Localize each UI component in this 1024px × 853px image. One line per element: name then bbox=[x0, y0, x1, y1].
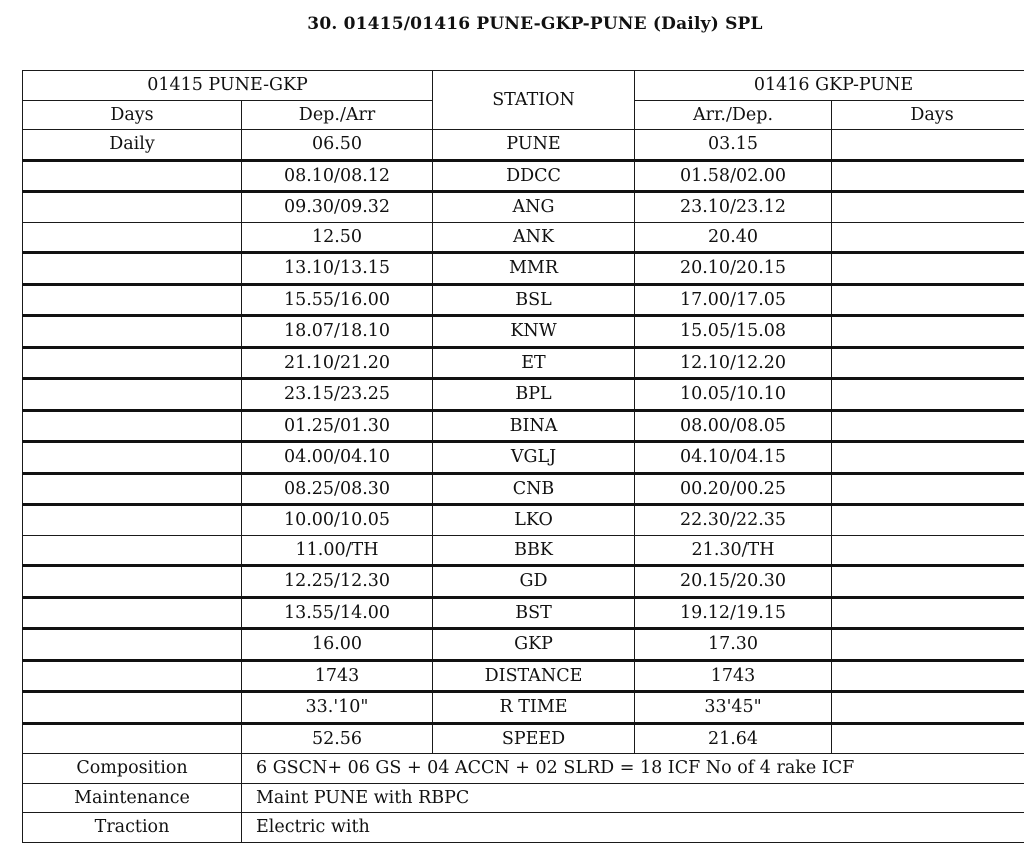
table-row bbox=[23, 692, 1024, 724]
station-cell: BBK bbox=[433, 535, 635, 566]
up-time-cell: 17.30 bbox=[635, 629, 832, 661]
days-up-cell bbox=[832, 347, 1024, 379]
table-row bbox=[23, 192, 1024, 223]
station-cell: ANG bbox=[433, 192, 635, 223]
days-up-cell bbox=[832, 566, 1024, 598]
station-cell: VGLJ bbox=[433, 442, 635, 474]
table-row bbox=[23, 253, 1024, 285]
station-cell: GD bbox=[433, 566, 635, 598]
up-time-cell: 12.10/12.20 bbox=[635, 347, 832, 379]
footer-row bbox=[23, 813, 1024, 843]
days-up-cell bbox=[832, 284, 1024, 316]
days-down-cell bbox=[23, 410, 242, 442]
days-down-cell bbox=[23, 660, 242, 692]
days-up-cell bbox=[832, 442, 1024, 474]
days-down-cell bbox=[23, 316, 242, 348]
down-time-cell: 13.10/13.15 bbox=[242, 253, 433, 285]
station-cell: LKO bbox=[433, 505, 635, 536]
station-cell: DISTANCE bbox=[433, 660, 635, 692]
days-down-cell bbox=[23, 597, 242, 629]
days-up-cell bbox=[832, 160, 1024, 192]
days-down-cell bbox=[23, 222, 242, 253]
days-down-cell bbox=[23, 442, 242, 474]
table-row bbox=[23, 442, 1024, 474]
up-time-cell: 21.30/TH bbox=[635, 535, 832, 566]
days-up-cell bbox=[832, 692, 1024, 724]
table-row bbox=[23, 473, 1024, 505]
down-time-cell: 06.50 bbox=[242, 130, 433, 161]
up-time-cell: 03.15 bbox=[635, 130, 832, 161]
days-up-cell bbox=[832, 629, 1024, 661]
table-row bbox=[23, 566, 1024, 598]
days-down-cell: Daily bbox=[23, 130, 242, 161]
days-down-header: Days bbox=[23, 100, 242, 130]
days-down-cell bbox=[23, 253, 242, 285]
table-row bbox=[23, 629, 1024, 661]
down-time-cell: 52.56 bbox=[242, 723, 433, 754]
table-row bbox=[23, 160, 1024, 192]
up-time-cell: 20.10/20.15 bbox=[635, 253, 832, 285]
down-time-cell: 11.00/TH bbox=[242, 535, 433, 566]
days-up-cell bbox=[832, 222, 1024, 253]
up-time-cell: 00.20/00.25 bbox=[635, 473, 832, 505]
train-up-header: 01416 GKP-PUNE bbox=[635, 71, 1024, 101]
station-cell: ANK bbox=[433, 222, 635, 253]
days-down-cell bbox=[23, 473, 242, 505]
station-header: STATION bbox=[433, 71, 635, 130]
dep-arr-header: Dep./Arr bbox=[242, 100, 433, 130]
footer-label: Maintenance bbox=[23, 783, 242, 813]
station-cell: ET bbox=[433, 347, 635, 379]
up-time-cell: 33'45" bbox=[635, 692, 832, 724]
table-row bbox=[23, 316, 1024, 348]
station-cell: CNB bbox=[433, 473, 635, 505]
days-up-cell bbox=[832, 192, 1024, 223]
down-time-cell: 10.00/10.05 bbox=[242, 505, 433, 536]
days-down-cell bbox=[23, 284, 242, 316]
up-time-cell: 23.10/23.12 bbox=[635, 192, 832, 223]
days-up-header: Days bbox=[832, 100, 1024, 130]
footer-value: 6 GSCN+ 06 GS + 04 ACCN + 02 SLRD = 18 ICF No of 4 rake ICF bbox=[242, 754, 1024, 784]
table-row bbox=[23, 535, 1024, 566]
footer-value: Electric with bbox=[242, 813, 1024, 843]
footer-value: Maint PUNE with RBPC bbox=[242, 783, 1024, 813]
table-row bbox=[23, 284, 1024, 316]
station-cell: MMR bbox=[433, 253, 635, 285]
up-time-cell: 19.12/19.15 bbox=[635, 597, 832, 629]
station-cell: BPL bbox=[433, 379, 635, 411]
footer-row bbox=[23, 783, 1024, 813]
up-time-cell: 1743 bbox=[635, 660, 832, 692]
days-down-cell bbox=[23, 347, 242, 379]
timetable bbox=[22, 70, 1024, 843]
down-time-cell: 33.'10" bbox=[242, 692, 433, 724]
days-up-cell bbox=[832, 253, 1024, 285]
days-down-cell bbox=[23, 566, 242, 598]
days-up-cell bbox=[832, 505, 1024, 536]
footer-row bbox=[23, 754, 1024, 784]
days-up-cell bbox=[832, 130, 1024, 161]
days-up-cell bbox=[832, 660, 1024, 692]
days-down-cell bbox=[23, 160, 242, 192]
table-row bbox=[23, 505, 1024, 536]
up-time-cell: 01.58/02.00 bbox=[635, 160, 832, 192]
station-cell: BINA bbox=[433, 410, 635, 442]
down-time-cell: 21.10/21.20 bbox=[242, 347, 433, 379]
up-time-cell: 20.15/20.30 bbox=[635, 566, 832, 598]
down-time-cell: 09.30/09.32 bbox=[242, 192, 433, 223]
table-row bbox=[23, 130, 1024, 161]
down-time-cell: 15.55/16.00 bbox=[242, 284, 433, 316]
down-time-cell: 12.50 bbox=[242, 222, 433, 253]
station-cell: BST bbox=[433, 597, 635, 629]
table-row bbox=[23, 222, 1024, 253]
table-row bbox=[23, 410, 1024, 442]
days-up-cell bbox=[832, 316, 1024, 348]
page-title: 30. 01415/01416 PUNE-GKP-PUNE (Daily) SPL bbox=[307, 14, 763, 34]
down-time-cell: 12.25/12.30 bbox=[242, 566, 433, 598]
table-row bbox=[23, 723, 1024, 754]
days-down-cell bbox=[23, 379, 242, 411]
days-down-cell bbox=[23, 192, 242, 223]
table-row bbox=[23, 660, 1024, 692]
days-down-cell bbox=[23, 692, 242, 724]
up-time-cell: 08.00/08.05 bbox=[635, 410, 832, 442]
down-time-cell: 18.07/18.10 bbox=[242, 316, 433, 348]
footer-label: Composition bbox=[23, 754, 242, 784]
table-row bbox=[23, 347, 1024, 379]
header-row-1 bbox=[23, 71, 1024, 101]
table-row bbox=[23, 597, 1024, 629]
days-up-cell bbox=[832, 723, 1024, 754]
days-down-cell bbox=[23, 723, 242, 754]
table-row bbox=[23, 379, 1024, 411]
up-time-cell: 21.64 bbox=[635, 723, 832, 754]
down-time-cell: 08.10/08.12 bbox=[242, 160, 433, 192]
down-time-cell: 16.00 bbox=[242, 629, 433, 661]
down-time-cell: 01.25/01.30 bbox=[242, 410, 433, 442]
station-cell: R TIME bbox=[433, 692, 635, 724]
days-up-cell bbox=[832, 597, 1024, 629]
footer-label: Traction bbox=[23, 813, 242, 843]
up-time-cell: 15.05/15.08 bbox=[635, 316, 832, 348]
station-cell: SPEED bbox=[433, 723, 635, 754]
days-down-cell bbox=[23, 505, 242, 536]
arr-dep-header: Arr./Dep. bbox=[635, 100, 832, 130]
days-up-cell bbox=[832, 535, 1024, 566]
days-up-cell bbox=[832, 379, 1024, 411]
down-time-cell: 13.55/14.00 bbox=[242, 597, 433, 629]
station-cell: GKP bbox=[433, 629, 635, 661]
down-time-cell: 23.15/23.25 bbox=[242, 379, 433, 411]
station-cell: BSL bbox=[433, 284, 635, 316]
down-time-cell: 1743 bbox=[242, 660, 433, 692]
down-time-cell: 08.25/08.30 bbox=[242, 473, 433, 505]
days-up-cell bbox=[832, 410, 1024, 442]
station-cell: KNW bbox=[433, 316, 635, 348]
days-down-cell bbox=[23, 535, 242, 566]
up-time-cell: 04.10/04.15 bbox=[635, 442, 832, 474]
station-cell: PUNE bbox=[433, 130, 635, 161]
down-time-cell: 04.00/04.10 bbox=[242, 442, 433, 474]
up-time-cell: 22.30/22.35 bbox=[635, 505, 832, 536]
days-up-cell bbox=[832, 473, 1024, 505]
train-down-header: 01415 PUNE-GKP bbox=[23, 71, 433, 101]
days-down-cell bbox=[23, 629, 242, 661]
station-cell: DDCC bbox=[433, 160, 635, 192]
up-time-cell: 20.40 bbox=[635, 222, 832, 253]
up-time-cell: 10.05/10.10 bbox=[635, 379, 832, 411]
up-time-cell: 17.00/17.05 bbox=[635, 284, 832, 316]
